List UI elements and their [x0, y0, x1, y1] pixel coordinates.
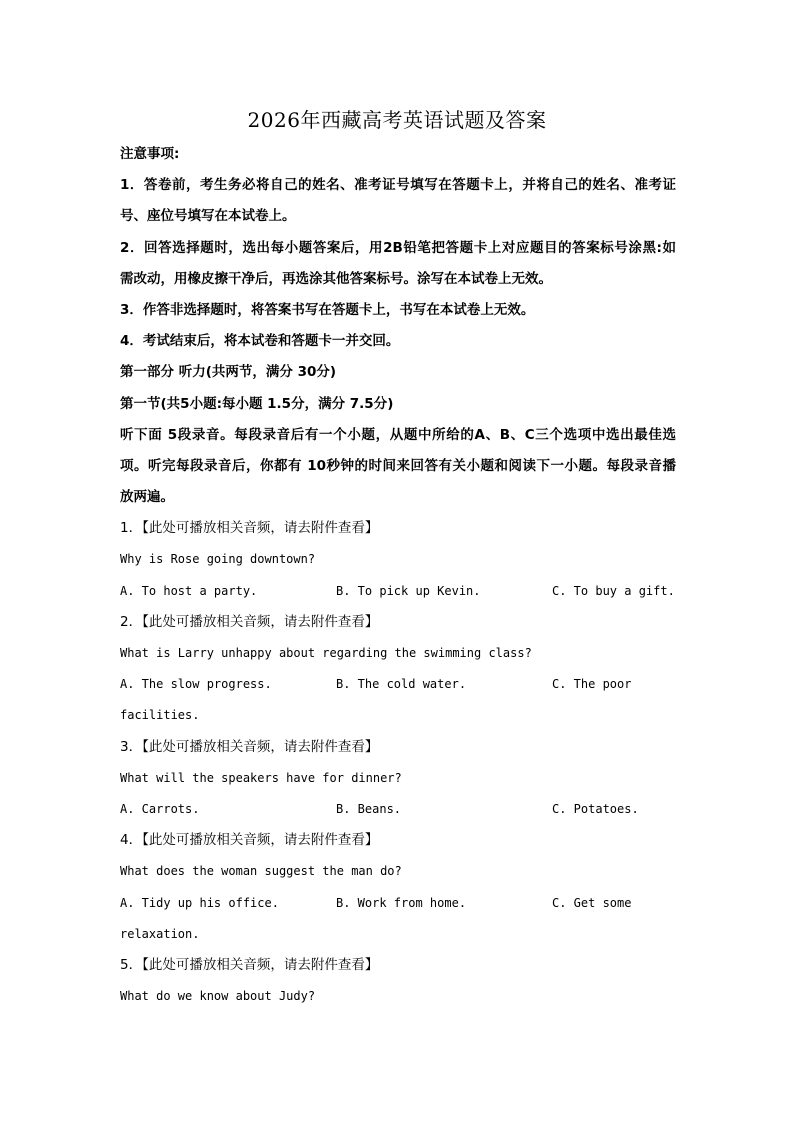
option-a: A. The slow progress. — [120, 677, 272, 692]
notice-item-2-line-1: 2．回答选择题时，选出每小题答案后，用2B铅笔把答题卡上对应题目的答案标号涂黑:如 — [120, 239, 676, 256]
option-c-continuation: relaxation. — [120, 926, 200, 941]
question-2-text: What is Larry unhappy about regarding the swimming class? — [120, 646, 532, 660]
option-a: A. Carrots. — [120, 801, 200, 816]
notice-item-3: 3．作答非选择题时，将答案书写在答题卡上，书写在本试卷上无效。 — [120, 301, 535, 318]
option-b: B. Beans. — [336, 801, 402, 816]
notice-item-1-line-1: 1．答卷前，考生务必将自己的姓名、准考证号填写在答题卡上，并将自己的姓名、准考证 — [120, 177, 676, 194]
question-5-text: What do we know about Judy? — [120, 989, 316, 1004]
option-c: C. To buy a gift. — [552, 583, 675, 598]
audio-placeholder-1[interactable]: 1．【此处可播放相关音频，请去附件查看】 — [120, 520, 379, 537]
notice-heading: 注意事项: — [120, 146, 180, 162]
instructions-line-2: 项。听完每段录音后，你都有 10秒钟的时间来回答有关小题和阅读下一小题。每段录音播 — [120, 457, 676, 474]
audio-placeholder-4[interactable]: 4．【此处可播放相关音频，请去附件查看】 — [120, 832, 379, 849]
question-4-options — [120, 888, 676, 919]
option-c: C. The poor — [552, 677, 632, 692]
question-1-text: Why is Rose going downtown? — [120, 552, 316, 567]
option-c: C. Potatoes. — [552, 801, 639, 816]
audio-placeholder-5[interactable]: 5．【此处可播放相关音频，请去附件查看】 — [120, 956, 379, 973]
notice-item-1-line-2: 号、座位号填写在本试卷上。 — [120, 208, 296, 225]
section-heading: 第一节(共5小题:每小题 1.5分，满分 7.5分) — [120, 395, 394, 412]
question-4-text: What does the woman suggest the man do? — [120, 864, 402, 879]
notice-item-4: 4．考试结束后，将本试卷和答题卡一并交回。 — [120, 333, 400, 350]
option-b: B. Work from home. — [336, 895, 467, 910]
option-b: B. To pick up Kevin. — [336, 583, 481, 598]
option-a: A. Tidy up his office. — [120, 895, 279, 910]
question-3-options — [120, 794, 676, 825]
question-3-text: What will the speakers have for dinner? — [120, 770, 402, 785]
part-heading: 第一部分 听力(共两节，满分 30分) — [120, 364, 337, 381]
option-b: B. The cold water. — [336, 677, 467, 692]
page-title: 2026年西藏高考英语试题及答案 — [247, 108, 547, 132]
option-c-continuation: facilities. — [120, 708, 200, 723]
option-c: C. Get some — [552, 895, 632, 910]
option-a: A. To host a party. — [120, 583, 258, 598]
audio-placeholder-3[interactable]: 3．【此处可播放相关音频，请去附件查看】 — [120, 738, 379, 755]
audio-placeholder-2[interactable]: 2．【此处可播放相关音频，请去附件查看】 — [120, 613, 379, 630]
question-1-options — [120, 576, 676, 607]
notice-item-2-line-2: 需改动，用橡皮擦干净后，再选涂其他答案标号。涂写在本试卷上无效。 — [120, 270, 552, 287]
instructions-line-1: 听下面 5段录音。每段录音后有一个小题，从题中所给的A、B、C三个选项中选出最佳选 — [120, 426, 676, 443]
question-2-options — [120, 669, 676, 700]
instructions-line-3: 放两遍。 — [120, 489, 174, 506]
document-body — [120, 139, 676, 1012]
